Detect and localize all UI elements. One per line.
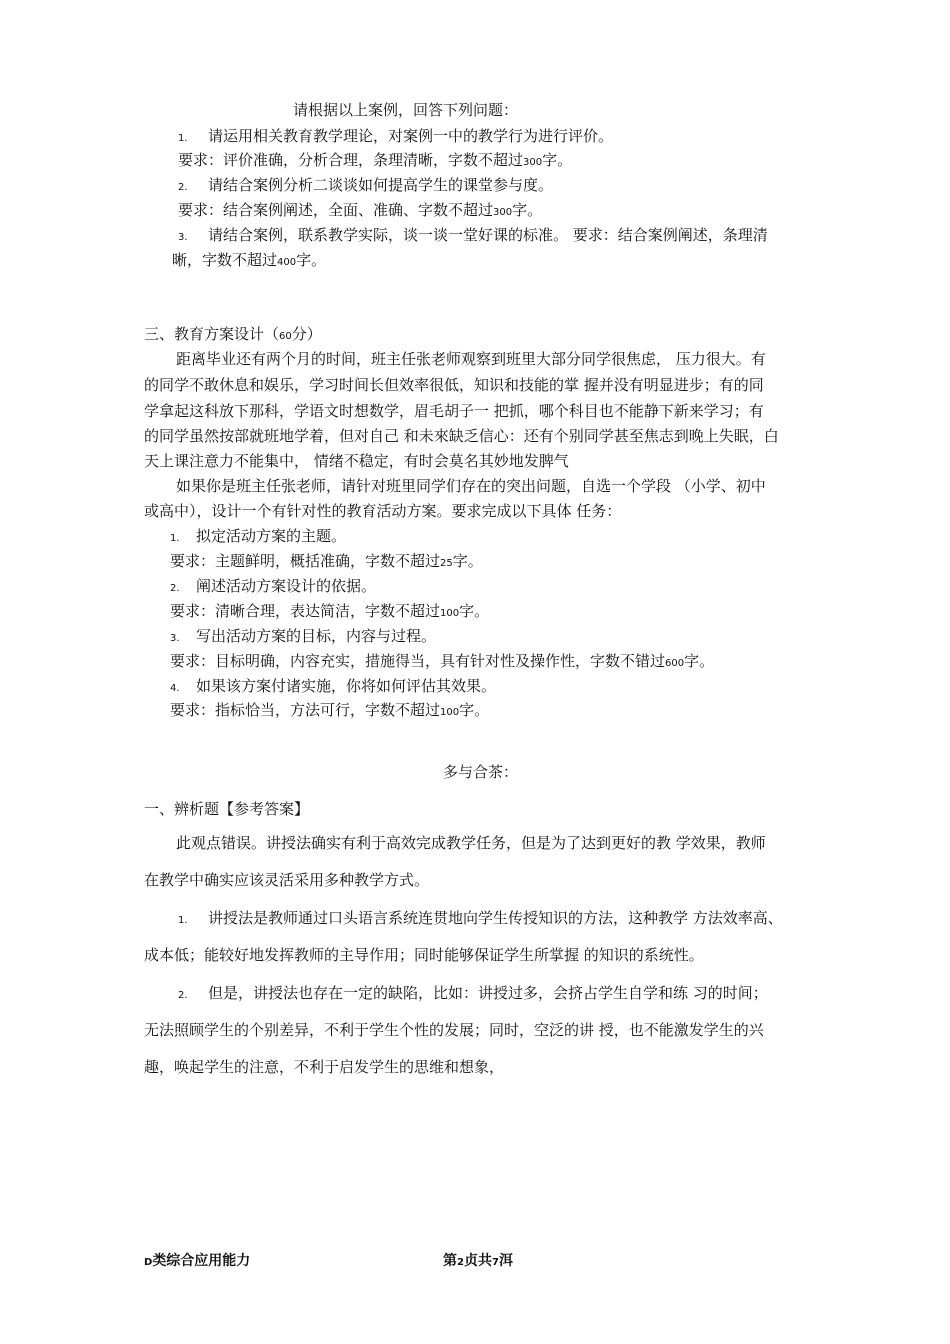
answer-item-2-line: 无法照顾学生的个别差异，不利于学生个性的发展；同时，空泛的讲 授，也不能激发学生的兴	[144, 1021, 764, 1039]
question-1: 1. 请运用相关教育教学理论，对案例一中的教学行为进行评价。	[178, 127, 614, 145]
answer-item-2-line: 趣，唤起学生的注意，不利于启发学生的思维和想象，	[144, 1058, 505, 1076]
answer-item-2: 2. 但是，讲授法也存在一定的缺陷，比如：讲授过多，会挤占学生自学和练 习的时间；	[178, 984, 768, 1002]
question-2-requirement: 要求：结合案例阐述，全面、准确、字数不超过300字。	[178, 201, 543, 219]
question-2: 2. 请结合案例分析二谈谈如何提高学生的课堂参与度。	[178, 176, 554, 194]
task-2-requirement: 要求：清晰合理，表达简洁，字数不超过100字。	[170, 602, 490, 620]
answer-item-1: 1. 讲授法是教师通过口头语言系统连贯地向学生传授知识的方法，这种教学 方法效率高、	[178, 909, 783, 927]
footer-course-name: D类综合应用能力	[144, 1253, 251, 1269]
answer-paragraph-line: 此观点错误。讲授法确实有利于高效完成教学任务，但是为了达到更好的教 学效果，教师	[176, 834, 766, 852]
footer-page-number: 第2贞共7洱	[443, 1253, 513, 1269]
task-paragraph-line: 如果你是班主任张老师，请针对班里同学们存在的突出问题，自选一个学段 （小学、初中	[176, 477, 766, 495]
task-1-requirement: 要求：主题鲜明，概括准确，字数不超过25字。	[170, 552, 483, 570]
answer-item-1-line: 成本低；能较好地发挥教师的主导作用；同时能够保证学生所掌握 的知识的系统性。	[144, 946, 704, 964]
case-paragraph-line: 距离毕业还有两个月的时间，班主任张老师观察到班里大部分同学很焦虑， 压力很大。有	[176, 350, 766, 368]
answers-heading: 一、辨析题【参考答案】	[144, 800, 310, 818]
task-paragraph-line: 或高中），设计一个有针对性的教育活动方案。要求完成以下具体 任务：	[144, 502, 622, 520]
case-paragraph-line: 学拿起这科放下那科，学语文时想数学，眉毛胡子一 把抓，哪个科目也不能静下新来学习；有	[144, 402, 764, 420]
questions-intro: 请根据以上案例，回答下列问题：	[293, 101, 519, 119]
answers-title: 多与合茶：	[443, 763, 519, 781]
section-3-heading: 三、教育方案设计（60分）	[144, 325, 322, 343]
case-paragraph-line: 的同学不敢休息和娱乐，学习时间长但效率很低，知识和技能的掌 握并没有明显进步；有的同	[144, 376, 764, 394]
task-4: 4. 如果该方案付诸实施，你将如何评估其效果。	[170, 677, 497, 695]
answer-paragraph-line: 在教学中确实应该灵活采用多种教学方式。	[144, 871, 430, 889]
question-3: 3. 请结合案例，联系教学实际，谈一谈一堂好课的标准。 要求：结合案例阐述，条理清	[178, 226, 768, 244]
case-paragraph-line: 的同学虽然按部就班地学着，但对自己 和未來缺乏信心：还有个别同学甚至焦志到晚上失眠，白	[144, 427, 779, 445]
task-3-requirement: 要求：目标明确，内容充实，措施得当，具有针对性及操作性，字数不错过600字。	[170, 652, 715, 670]
task-4-requirement: 要求：指标恰当，方法可行，字数不超过100字。	[170, 701, 490, 719]
question-1-requirement: 要求：评价准确，分析合理，条理清晰，字数不超过300字。	[178, 151, 573, 169]
task-3: 3. 写出活动方案的目标，内容与过程。	[170, 627, 437, 645]
case-paragraph-line: 天上课注意力不能集中， 情绪不稳定，有时会莫名其妙地发脾气	[144, 452, 569, 470]
task-2: 2. 阐述活动方案设计的依据。	[170, 577, 377, 595]
task-1: 1. 拟定活动方案的主题。	[170, 527, 347, 545]
question-3-continuation: 晰，字数不超过400字。	[172, 251, 327, 269]
